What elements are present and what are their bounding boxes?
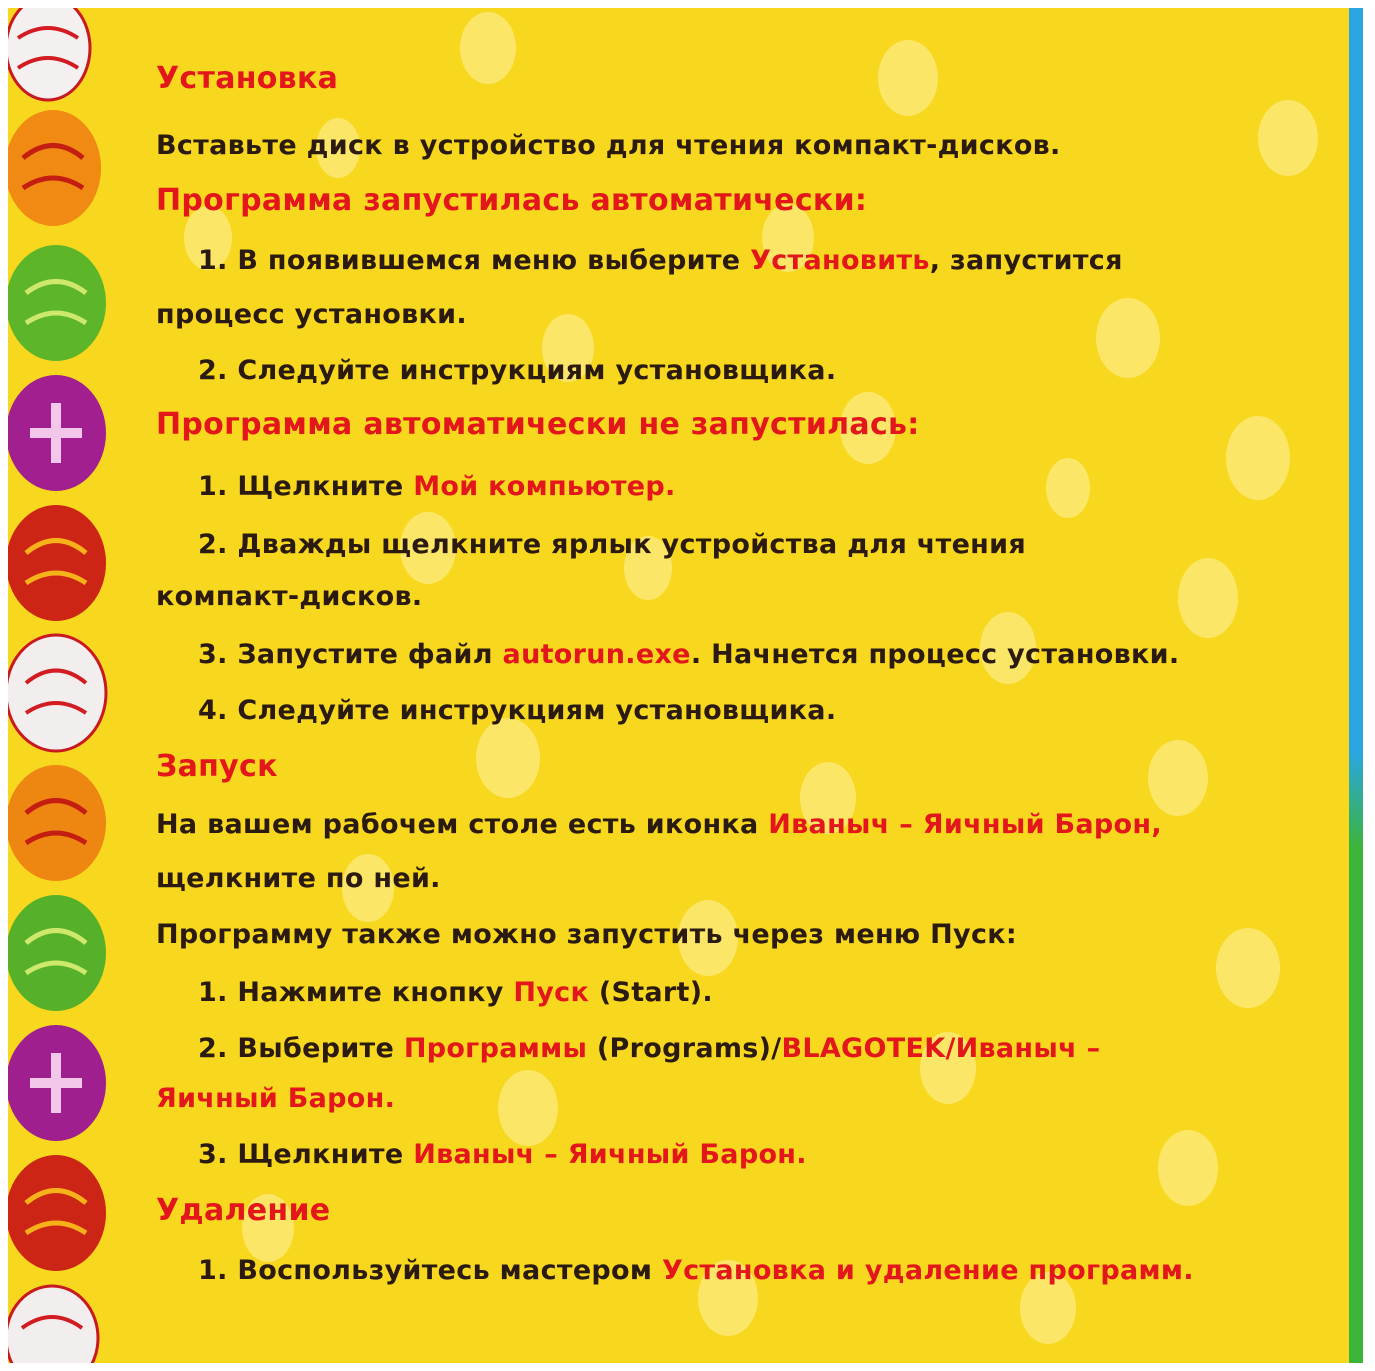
auto-step-2: 2. Следуйте инструкциям установщика. bbox=[198, 355, 837, 386]
uninstall-heading: Удаление bbox=[156, 1193, 331, 1228]
booklet-page bbox=[8, 8, 1363, 1363]
manual-start-heading: Программа автоматически не запустилась: bbox=[156, 407, 920, 442]
manual-step-3: 3. Запустите файл autorun.exe. Начнется процесс установки. bbox=[198, 639, 1180, 670]
decorated-eggs-border bbox=[8, 8, 118, 1363]
egg-icon bbox=[8, 765, 106, 881]
manual-step-4: 4. Следуйте инструкциям установщика. bbox=[198, 695, 837, 726]
egg-icon bbox=[8, 1286, 98, 1363]
auto-start-heading: Программа запустилась автоматически: bbox=[156, 183, 868, 218]
start-step-3: 3. Щелкните Иваныч – Яичный Барон. bbox=[198, 1139, 807, 1170]
install-intro: Вставьте диск в устройство для чтения компакт-дисков. bbox=[156, 130, 1061, 161]
launch-line-1: На вашем рабочем столе есть иконка Иваныч – Яичный Барон, bbox=[156, 809, 1162, 840]
egg-icon bbox=[8, 895, 106, 1011]
egg-icon bbox=[8, 110, 101, 226]
manual-step-2-cont: компакт-дисков. bbox=[156, 581, 423, 612]
start-menu-heading: Программу также можно запустить через меню Пуск: bbox=[156, 919, 1017, 950]
egg-icon bbox=[8, 505, 106, 621]
egg-icon bbox=[8, 1155, 106, 1271]
egg-icon bbox=[8, 245, 106, 361]
manual-step-1: 1. Щелкните Мой компьютер. bbox=[198, 471, 676, 502]
launch-heading: Запуск bbox=[156, 749, 278, 784]
egg-icon bbox=[8, 375, 106, 491]
manual-step-2: 2. Дважды щелкните ярлык устройства для чтения bbox=[198, 529, 1026, 560]
uninstall-step-1: 1. Воспользуйтесь мастером Установка и удаление программ. bbox=[198, 1255, 1194, 1286]
install-heading: Установка bbox=[156, 61, 339, 96]
start-step-2-cont: Яичный Барон. bbox=[156, 1083, 396, 1114]
egg-icon bbox=[8, 1025, 106, 1141]
start-step-2: 2. Выберите Программы (Programs)/BLAGOTEK/Иваныч – bbox=[198, 1033, 1101, 1064]
start-step-1: 1. Нажмите кнопку Пуск (Start). bbox=[198, 977, 713, 1008]
right-edge-strip bbox=[1349, 8, 1363, 1363]
auto-step-1: 1. В появившемся меню выберите Установить, запустится bbox=[198, 245, 1123, 276]
egg-icon bbox=[8, 635, 106, 751]
auto-step-1-cont: процесс установки. bbox=[156, 299, 467, 330]
egg-icon bbox=[8, 8, 90, 100]
launch-line-1-cont: щелкните по ней. bbox=[156, 863, 441, 894]
